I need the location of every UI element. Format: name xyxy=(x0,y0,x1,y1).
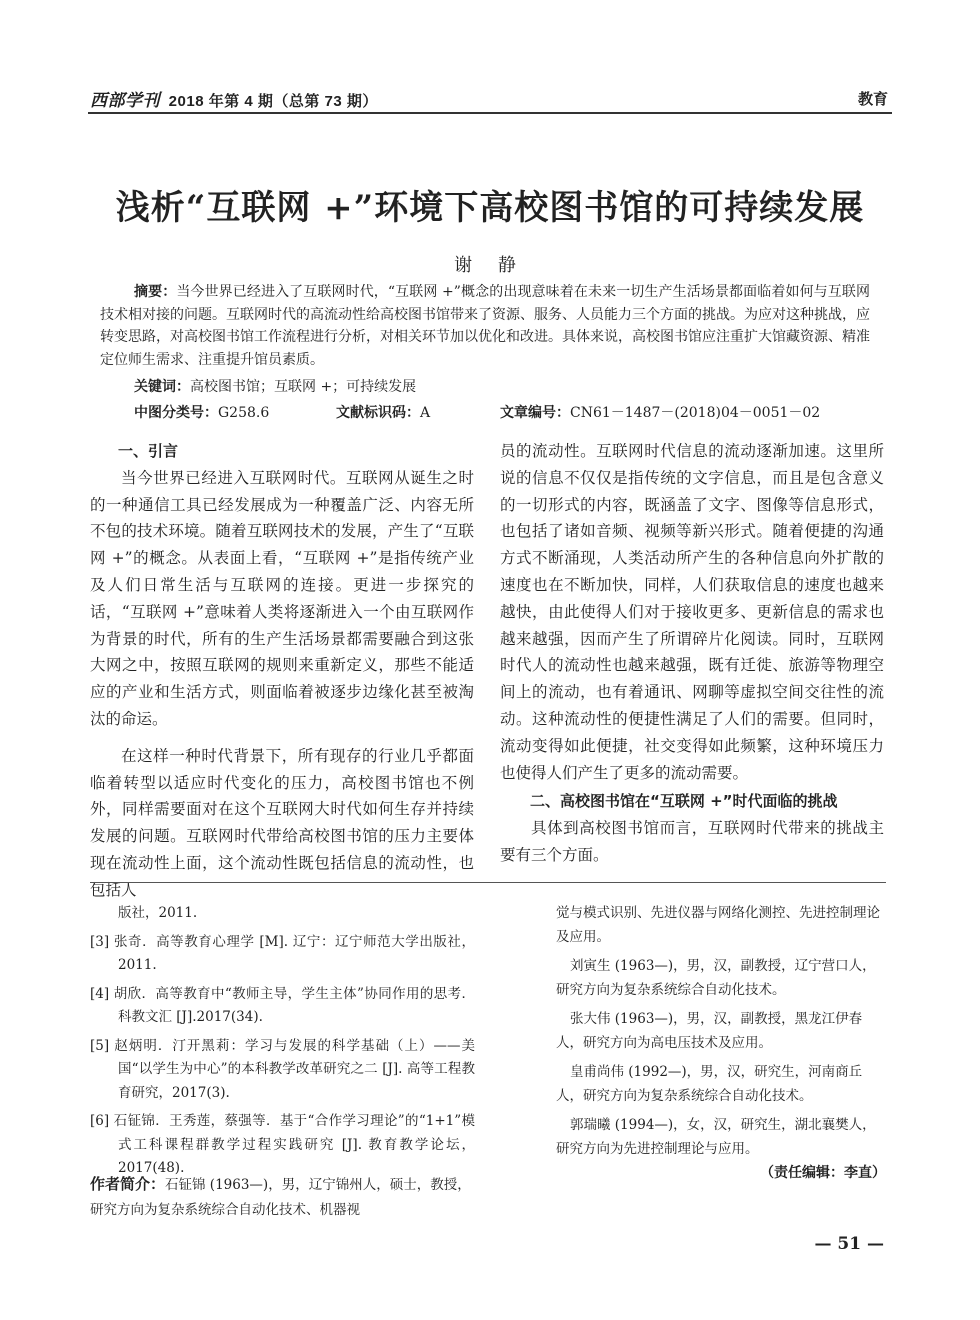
keywords-text: 高校图书馆；互联网 +；可持续发展 xyxy=(190,379,417,395)
bio-continuation: 觉与模式识别、先进仪器与网络化测控、先进控制理论及应用。 xyxy=(556,905,880,945)
body-right-column xyxy=(500,438,884,869)
paragraph: 具体到高校图书馆而言，互联网时代带来的挑战主要有三个方面。 xyxy=(500,819,884,864)
clc-value: G258.6 xyxy=(218,405,270,421)
paragraph: 员的流动性。互联网时代信息的流动逐渐加速。这里所说的信息不仅仅是指传统的文字信息，而且是包含意义的一切形式的内容，既涵盖了文字、图像等信息形式，也包括了诸如音频、视频等新兴形式。随着便捷的沟通方式不断涌现，人类活动所产生的各种信息向外扩散的速度也在不断加快，同样，人们获取信息的速度也越来越快，由此使得人们对于接收更多、更新信息的需求也越来越强，因而产生了所谓碎片化阅读。同时，互联网时代人的流动性也越来越强，既有迁徙、旅游等物理空间上的流动，也有着通讯、网聊等虚拟空间交往性的流动。这种流动性的便捷性满足了人们的需要。但同时，流动变得如此便捷，社交变得如此频繁，这种环境压力也使得人们产生了更多的流动需要。 xyxy=(500,442,884,782)
section-name: 教育 xyxy=(857,91,888,108)
abstract xyxy=(100,281,870,371)
author-bio: 刘寅生 (1963—)，男，汉，副教授，辽宁营口人，研究方向为复杂系统综合自动化技术。 xyxy=(556,958,876,998)
paragraph: 当今世界已经进入互联网时代。互联网从诞生之时的一种通信工具已经发展成为一种覆盖广泛、内容无所不包的技术环境。随着互联网技术的发展，产生了“互联网 +”的概念。从表面上看，“互联网 +”是指传统产业及人们日常生活与互联网的连接。更进一步探究的话，“互联网 +”意味着人类将逐渐进入一个由互联网作为背景的时代，所有的生产生活场景都需要融合到这张大网之中，按照互联网的规则来重新定义，那些不能适应的产业和生活方式，则面临着被逐步边缘化甚至被淘汰的命运。 xyxy=(90,468,474,728)
issue-info: 2018 年第 4 期（总第 73 期） xyxy=(168,93,378,110)
doc-value: A xyxy=(420,405,431,421)
body-left-column xyxy=(90,438,474,904)
clc-number xyxy=(134,402,269,422)
references-right xyxy=(556,902,888,1167)
keywords xyxy=(134,376,416,396)
section-heading-2: 二、高校图书馆在“互联网 +”时代面临的挑战 xyxy=(530,792,838,811)
reference-item: [3] 张奇．高等教育心理学 [M]. 辽宁：辽宁师范大学出版社，2011. xyxy=(90,933,475,973)
section-heading-1: 一、引言 xyxy=(118,442,179,460)
article-number xyxy=(500,402,820,422)
clc-label: 中图分类号： xyxy=(134,405,218,421)
abstract-label: 摘要： xyxy=(134,284,177,300)
author-bio: 郭瑞曦 (1994—)，女，汉，研究生，湖北襄樊人，研究方向为先进控制理论与应用。 xyxy=(556,1117,876,1157)
reference-item: [6] 石钲锦．王秀莲，蔡强等．基于“合作学习理论”的“1+1”模式工科课程群教学过程实践研究 [J]. 教育教学论坛，2017(48). xyxy=(90,1113,475,1176)
paragraph: 在这样一种时代背景下，所有现存的行业几乎都面临着转型以适应时代变化的压力，高校图书馆也不例外，同样需要面对在这个互联网大时代如何生存并持续发展的问题。互联网时代带给高校图书馆的压力主要体现在流动性上面，这个流动性既包括信息的流动性，也包括人 xyxy=(90,746,474,899)
doc-label: 文献标识码： xyxy=(336,405,420,421)
reference-item: [4] 胡欣．高等教育中“教师主导，学生主体”协同作用的思考．科教文汇 [J].2017(34). xyxy=(90,985,475,1025)
page-number: — 51 — xyxy=(814,1234,884,1254)
author-intro-label: 作者简介： xyxy=(90,1175,166,1193)
running-header-journal xyxy=(90,86,378,111)
responsible-editor: （责任编辑：李直） xyxy=(760,1165,886,1181)
references-left xyxy=(90,902,475,1186)
journal-logo: 西部学刊 xyxy=(90,91,160,111)
reference-item: [5] 赵炳明．汀开黑莉：学习与发展的科学基础（上）——美国“以学生为中心”的本科教学改革研究之二 [J]. 高等工程教育研究，2017(3). xyxy=(90,1037,475,1101)
author-introduction xyxy=(90,1172,475,1223)
reference-continuation: 版社，2011. xyxy=(118,905,198,921)
keywords-label: 关键词： xyxy=(134,379,190,395)
author-bio: 张大伟 (1963—)，男，汉，副教授，黑龙江伊春人，研究方向为高电压技术及应用。 xyxy=(556,1011,863,1051)
article-title: 浅析“互联网 +”环境下高校图书馆的可持续发展 xyxy=(115,188,865,228)
author-bio: 皇甫尚伟 (1992—)，男，汉，研究生，河南商丘人，研究方向为复杂系统综合自动化技术。 xyxy=(556,1064,863,1104)
document-code xyxy=(336,402,430,422)
article-author: 谢 静 xyxy=(454,255,526,276)
article-label: 文章编号： xyxy=(500,405,570,421)
footnote-divider xyxy=(90,882,886,883)
abstract-text: 当今世界已经进入了互联网时代，“互联网 +”概念的出现意味着在未来一切生产生活场景都面临着如何与互联网技术相对接的问题。互联网时代的高流动性给高校图书馆带来了资源、服务、人员能力三个方面的挑战。为应对这种挑战，应转变思路，对高校图书馆工作流程进行分析，对相关环节加以优化和改进。具体来说，高校图书馆应注重扩大馆藏资源、精准定位师生需求、注重提升馆员素质。 xyxy=(100,284,871,368)
header-rule xyxy=(88,112,892,114)
author-intro-text: 石钲锦 (1963—)，男，辽宁锦州人，硕士，教授，研究方向为复杂系统综合自动化技术、机器视 xyxy=(90,1177,471,1218)
article-value: CN61－1487－(2018)04－0051－02 xyxy=(570,405,821,421)
